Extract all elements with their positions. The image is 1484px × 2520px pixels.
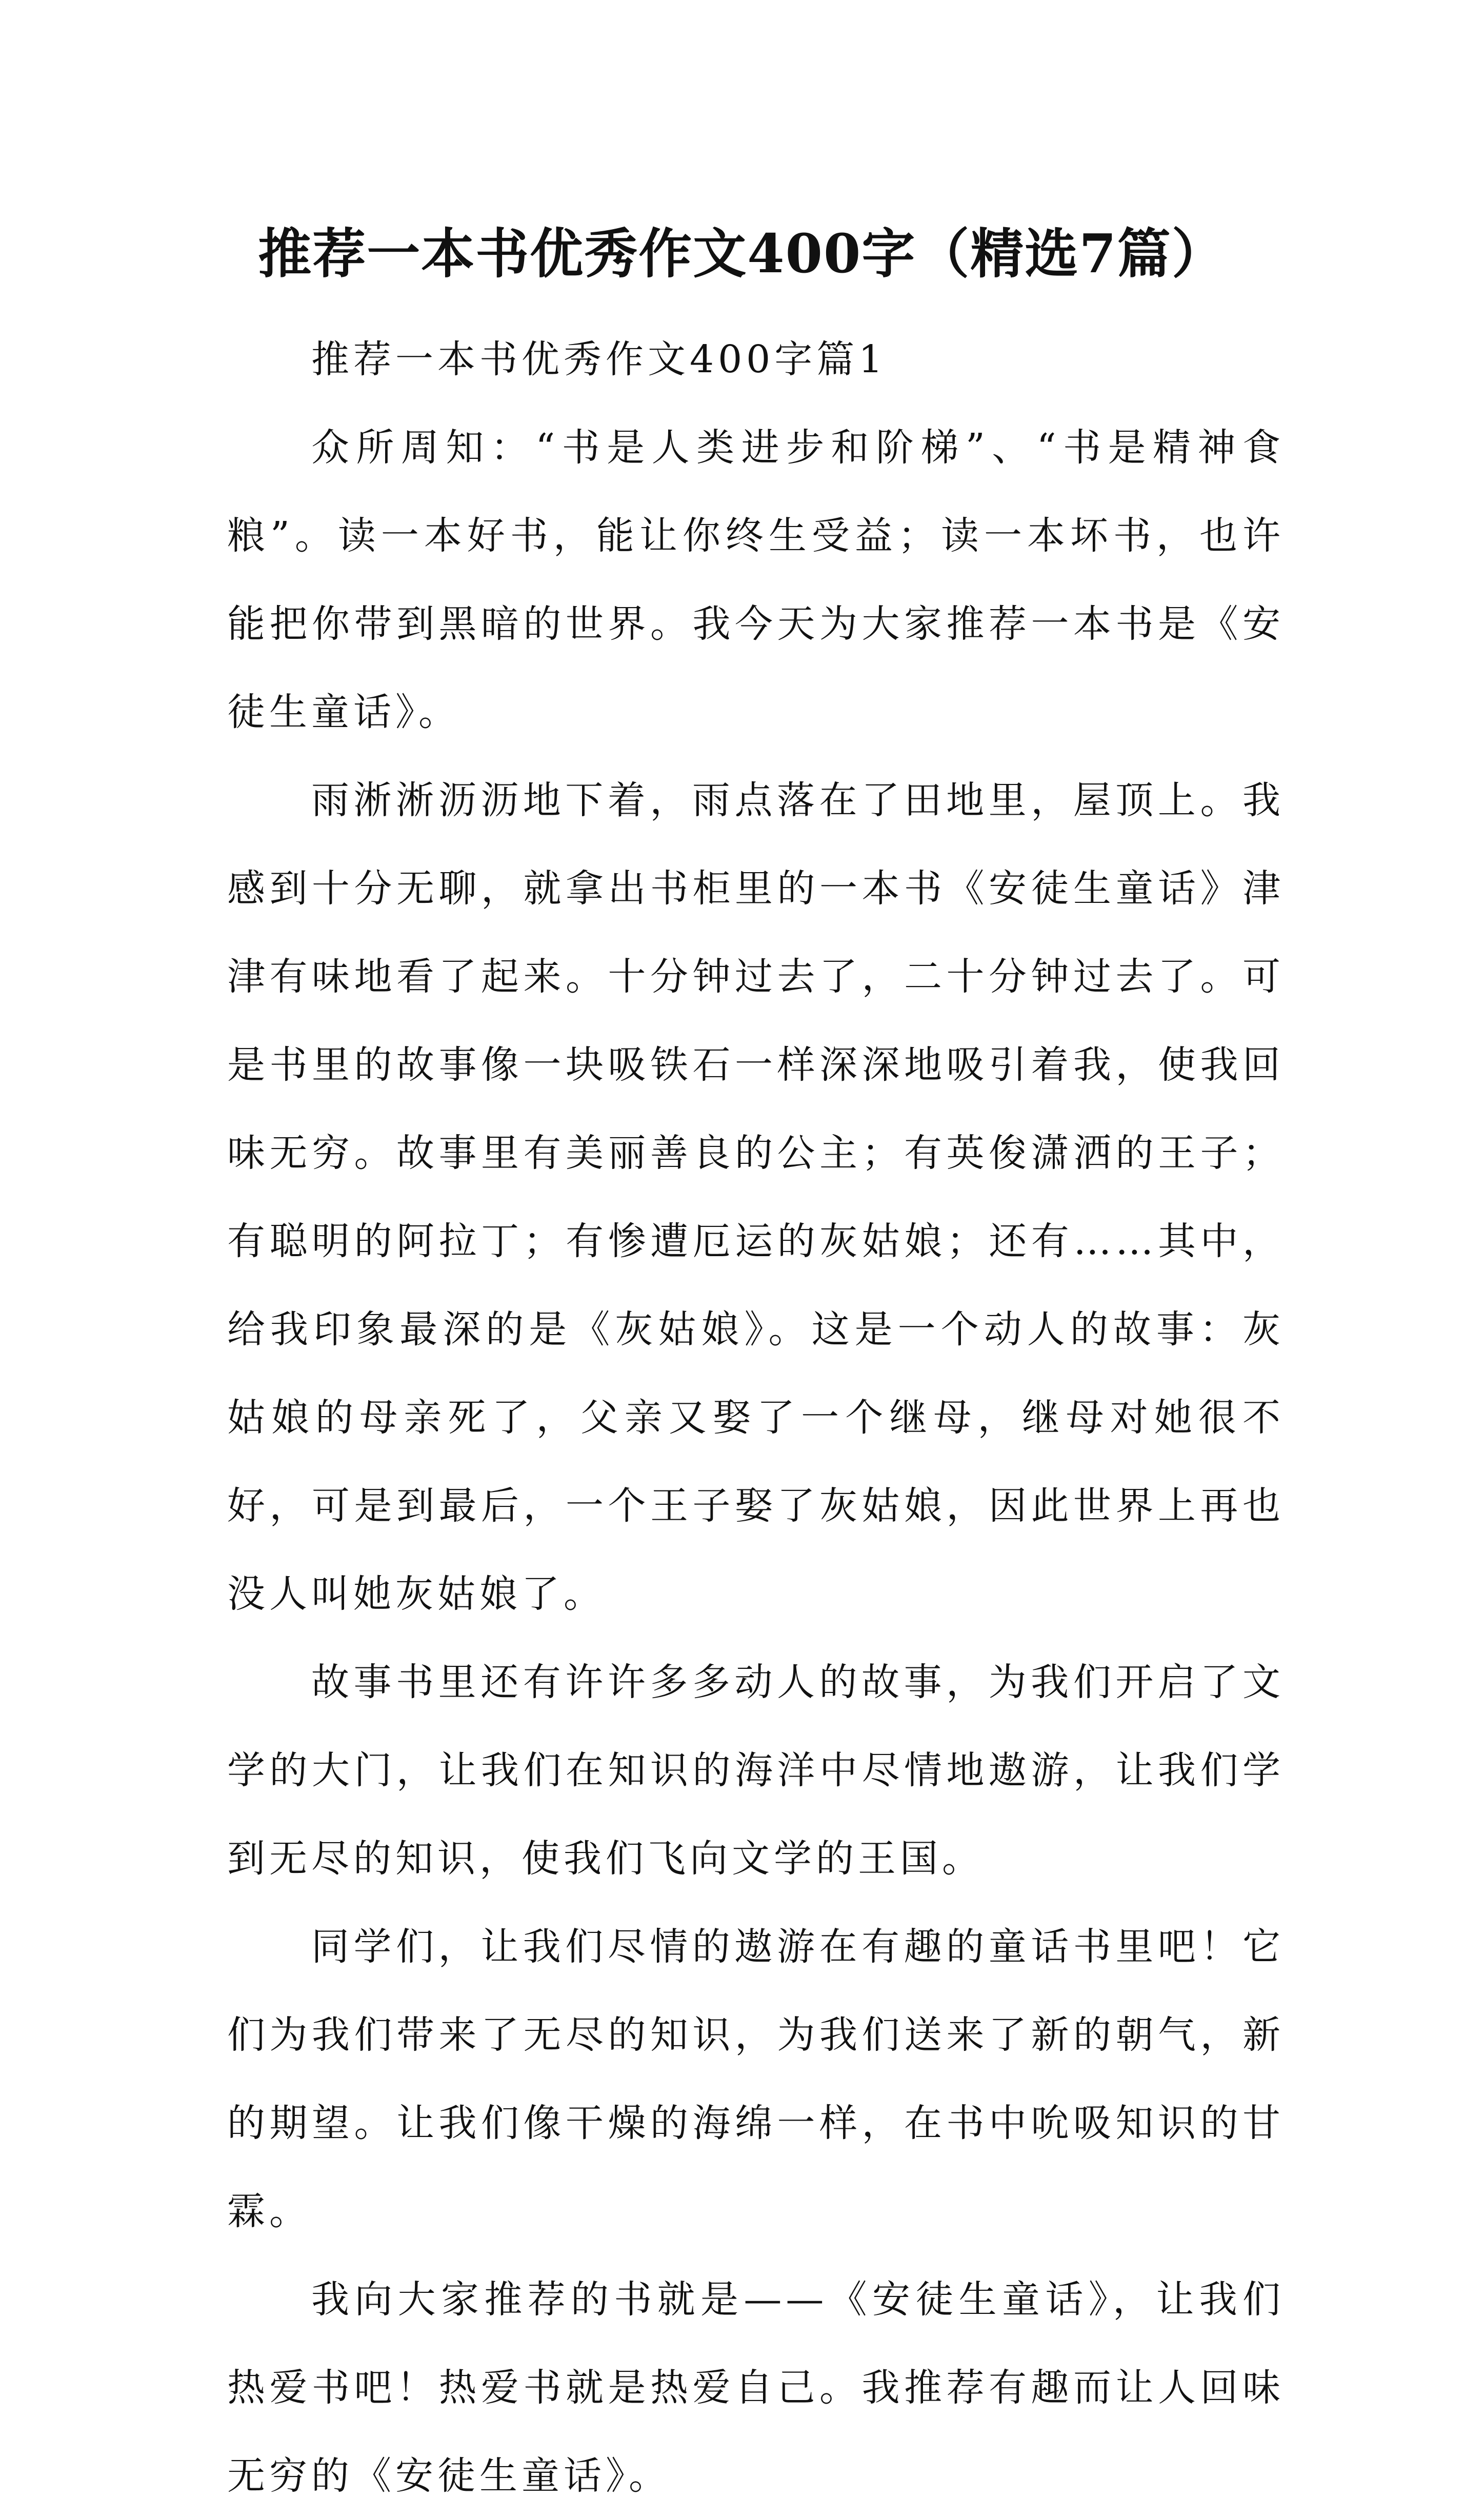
section-heading: 推荐一本书优秀作文400字篇1 bbox=[311, 337, 887, 381]
document-title: 推荐一本书优秀作文400字（精选7篇） bbox=[258, 221, 1226, 285]
paragraph: 雨淅淅沥沥地下着，雨点落在了田地里，屋顶上。我感到十分无聊，就拿出书柜里的一本书《安徒生童话》津津有味地看了起来。十分钟过去了，二十分钟过去了。可是书里的故事像一块吸铁石一样深深地吸引着我，使我回味无穷。故事里有美丽善良的公主；有英俊潇洒的王子；有聪明的阿拉丁；有惨遭厄运的灰姑娘；还有……其中，给我印象最深的是《灰姑娘》。这是一个动人的故事：灰姑娘的母亲死了，父亲又娶了一个继母，继母对她很不好，可是到最后，一个王子娶了灰姑娘，因此世界上再也没人叫她灰姑娘了。 bbox=[227, 778, 1285, 1616]
document-body bbox=[227, 315, 1285, 2520]
paragraph: 故事书里还有许许多多动人的故事，为我们开启了文学的大门，让我们在知识的海洋中尽情地遨游，让我们学到无尽的知识，使我们飞向文学的王国。 bbox=[227, 1660, 1285, 1881]
paragraph: 同学们，让我们尽情的遨游在有趣的童话书里吧！它们为我们带来了无尽的知识，为我们送来了新的朝气，新的期望。让我们像干燥的海绵一样，在书中吮吸知识的甘霖。 bbox=[227, 1925, 1285, 2233]
paragraph: 我向大家推荐的书就是——《安徒生童话》，让我们热爱书吧！热爱书就是热爱自己。我推荐有趣而让人回味无穷的《安徒生童话》。 bbox=[227, 2277, 1285, 2498]
paragraph: 众所周知：“书是人类进步和阶梯”、“书是精神食粮”。读一本好书，能让你终生受益；读一本坏书，也许能把你带到黑暗的世界。我今天为大家推荐一本书是《安徒生童话》。 bbox=[227, 426, 1285, 734]
